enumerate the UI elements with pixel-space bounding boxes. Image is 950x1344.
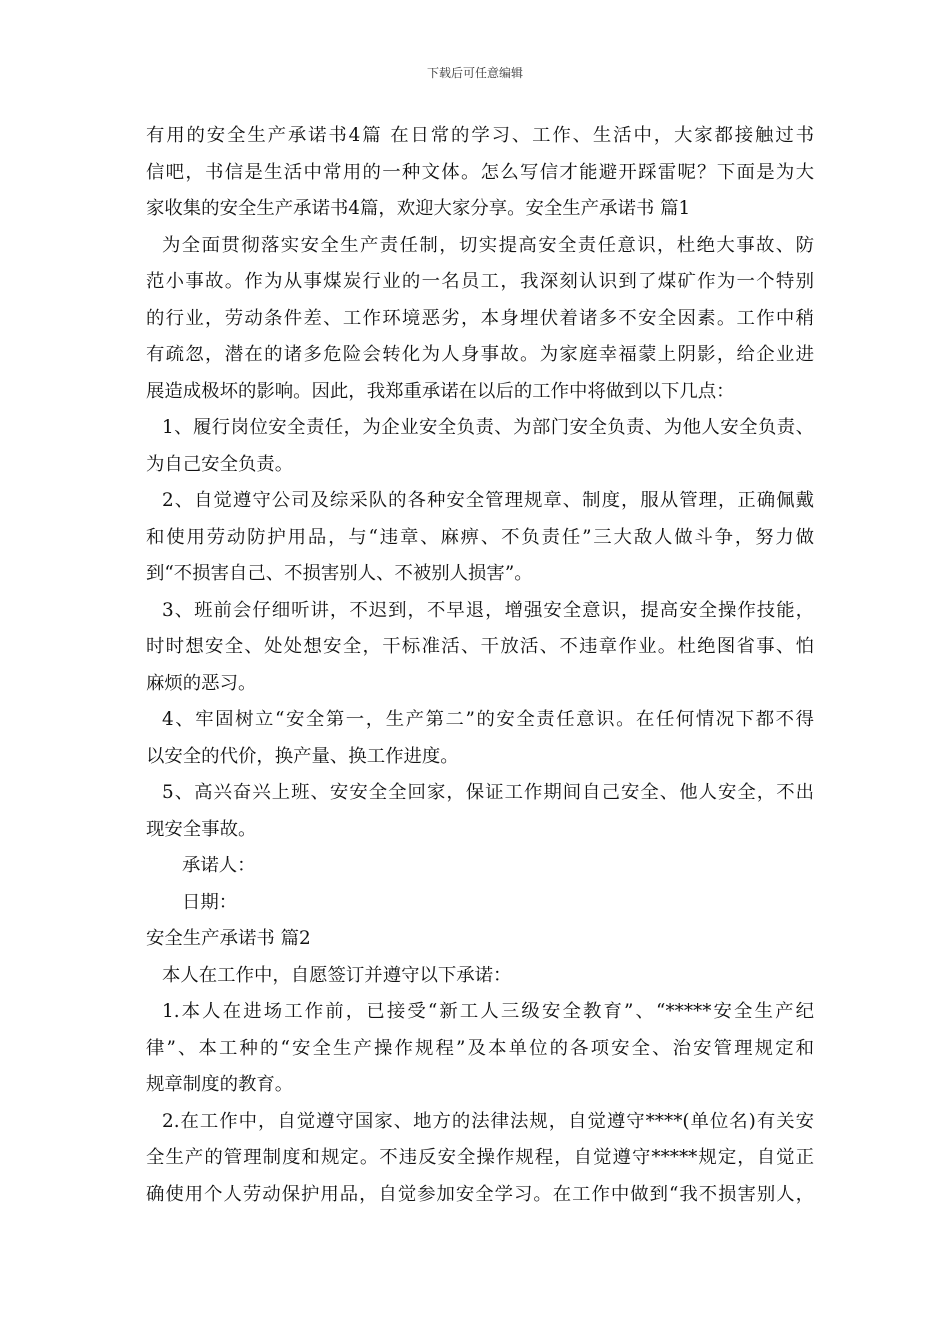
text-line: 家收集的安全生产承诺书4篇，欢迎大家分享。安全生产承诺书 篇1 [146, 198, 691, 219]
text-line: 确使用个人劳动保护用品，自觉参加安全学习。在工作中做到“我不损害别人， [146, 1183, 814, 1205]
document-body [146, 118, 814, 1213]
text-line: 承诺人： [182, 855, 256, 876]
text-line: 3、班前会仔细听讲，不迟到，不早退，增强安全意识，提高安全操作技能， [162, 599, 814, 621]
text-line: 日期： [182, 891, 238, 913]
text-line: 现安全事故。 [146, 818, 257, 840]
text-line: 到“不损害自己、不损害别人、不被别人损害”。 [146, 563, 533, 584]
text-line: 1、履行岗位安全责任，为企业安全负责、为部门安全负责、为他人安全负责、 [162, 417, 814, 438]
text-line: 律”、本工种的“安全生产操作规程”及本单位的各项安全、治安管理规定和 [146, 1037, 814, 1059]
text-line: 安全生产承诺书 篇2 [146, 928, 311, 949]
text-line: 5、高兴奋兴上班、安安全全回家，保证工作期间自己安全、他人安全，不出 [162, 782, 814, 803]
text-line: 时时想安全、处处想安全，干标准活、干放活、不违章作业。杜绝图省事、怕 [146, 636, 814, 657]
text-line: 和使用劳动防护用品，与“违章、麻痹、不负责任”三大敌人做斗争，努力做 [146, 526, 814, 548]
text-line: 信吧，书信是生活中常用的一种文体。怎么写信才能避开踩雷呢？下面是为大 [146, 161, 814, 183]
text-line: 为全面贯彻落实安全生产责任制，切实提高安全责任意识，杜绝大事故、防 [162, 234, 814, 256]
text-line: 1.本人在进场工作前，已接受“新工人三级安全教育”、“*****安全生产纪 [162, 1001, 814, 1022]
text-line: 规章制度的教育。 [146, 1074, 294, 1095]
text-line: 以安全的代价，换产量、换工作进度。 [146, 745, 459, 767]
text-line: 的行业，劳动条件差、工作环境恶劣，本身埋伏着诸多不安全因素。工作中稍 [146, 307, 814, 329]
text-line: 麻烦的恶习。 [146, 672, 257, 694]
text-line: 全生产的管理制度和规定。不违反安全操作规程，自觉遵守*****规定，自觉正 [146, 1147, 814, 1168]
text-line: 2、自觉遵守公司及综采队的各种安全管理规章、制度，服从管理，正确佩戴 [162, 490, 814, 511]
text-line: 有用的安全生产承诺书4篇 在日常的学习、工作、生活中，大家都接触过书 [146, 125, 814, 146]
text-line: 4、牢固树立“安全第一，生产第二”的安全责任意识。在任何情况下都不得 [162, 709, 814, 730]
text-line: 2.在工作中，自觉遵守国家、地方的法律法规，自觉遵守****(单位名)有关安 [162, 1110, 814, 1132]
text-line: 为自己安全负责。 [146, 453, 294, 475]
page-header: 下载后可任意编辑 [426, 66, 523, 80]
text-line: 展造成极坏的影响。因此，我郑重承诺在以后的工作中将做到以下几点： [146, 380, 735, 402]
text-line: 有疏忽，潜在的诸多危险会转化为人身事故。为家庭幸福蒙上阴影，给企业进 [146, 344, 814, 365]
text-line: 范小事故。作为从事煤炭行业的一名员工，我深刻认识到了煤矿作为一个特别 [146, 271, 814, 292]
text-line: 本人在工作中，自愿签订并遵守以下承诺： [162, 964, 512, 986]
